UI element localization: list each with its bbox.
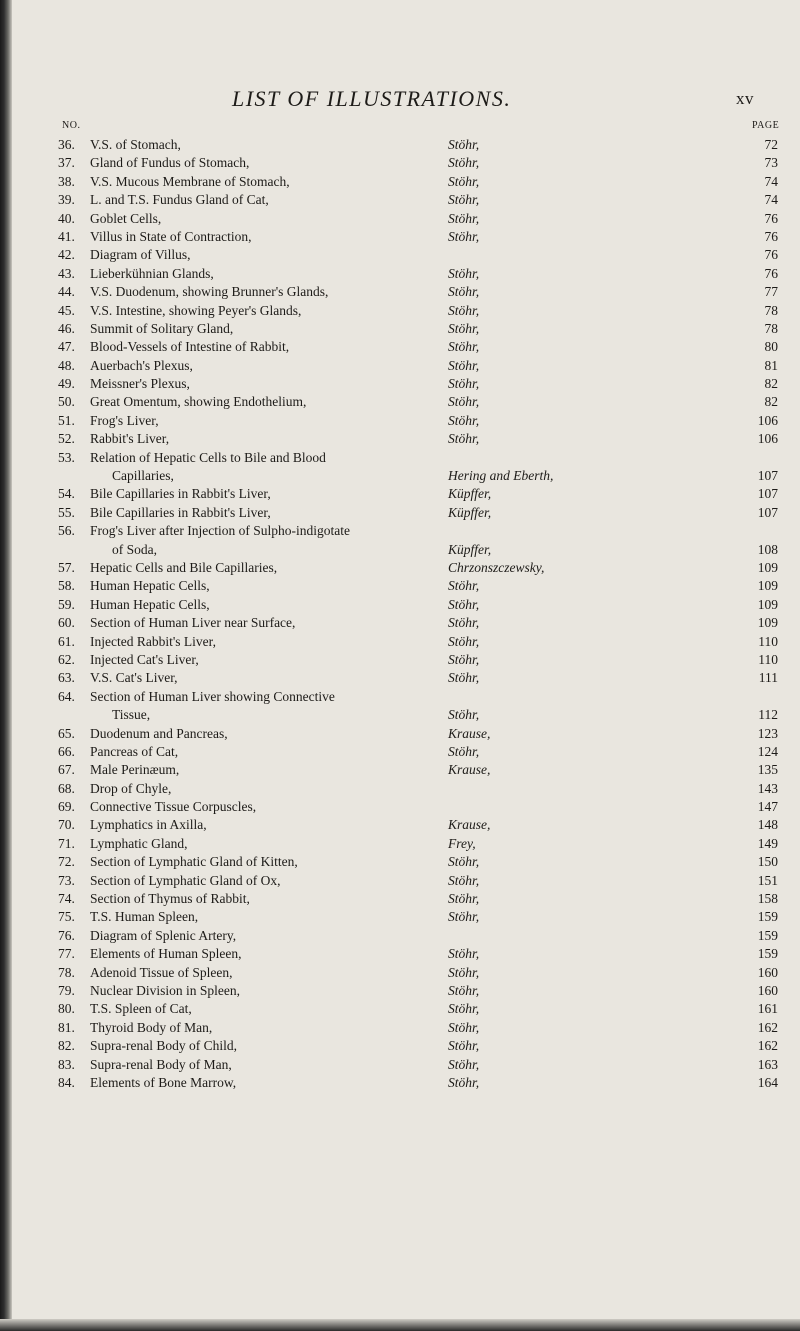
list-item [0, 798, 800, 816]
entry-author: Stöhr, [448, 707, 480, 723]
entry-author: Stöhr, [448, 615, 480, 631]
entry-page: 158 [757, 891, 778, 907]
entry-title: Supra-renal Body of Man, [90, 1056, 232, 1072]
entry-title: Relation of Hepatic Cells to Bile and Blood [90, 449, 326, 465]
entry-title: Rabbit's Liver, [90, 431, 170, 447]
entry-number: 78. [58, 964, 75, 980]
entry-author: Stöhr, [448, 431, 480, 447]
entry-page: 78 [764, 302, 778, 318]
list-item [0, 669, 800, 687]
entry-page: 159 [757, 946, 778, 962]
entry-number: 45. [58, 302, 75, 318]
list-item [0, 596, 800, 614]
entry-title: Elements of Human Spleen, [90, 946, 242, 962]
entry-author: Stöhr, [448, 909, 480, 925]
list-item [0, 1019, 800, 1037]
entry-page: 135 [757, 762, 778, 778]
entry-title: V.S. Duodenum, showing Brunner's Glands, [90, 284, 329, 300]
list-item-continuation [0, 706, 800, 724]
entry-page: 108 [757, 541, 778, 557]
entry-number: 37. [58, 155, 75, 171]
entry-author: Stöhr, [448, 357, 480, 373]
list-item [0, 688, 800, 706]
entry-number: 76. [58, 927, 75, 943]
entry-number: 73. [58, 872, 75, 888]
entry-title: Summit of Solitary Gland, [90, 320, 234, 336]
entry-number: 49. [58, 376, 75, 392]
entry-page: 81 [764, 357, 778, 373]
entry-author: Stöhr, [448, 964, 480, 980]
entry-number: 67. [58, 762, 75, 778]
entry-author: Stöhr, [448, 412, 480, 428]
entry-title: Drop of Chyle, [90, 780, 172, 796]
entry-number: 47. [58, 339, 75, 355]
entry-title: Thyroid Body of Man, [90, 1019, 213, 1035]
list-item [0, 302, 800, 320]
list-item [0, 945, 800, 963]
list-item [0, 982, 800, 1000]
entry-number: 69. [58, 799, 75, 815]
column-headers [0, 120, 800, 136]
entry-page: 76 [764, 247, 778, 263]
entry-page: 163 [757, 1056, 778, 1072]
list-item [0, 725, 800, 743]
list-item [0, 872, 800, 890]
list-item [0, 743, 800, 761]
entry-title: V.S. Intestine, showing Peyer's Glands, [90, 302, 302, 318]
entry-title: Injected Rabbit's Liver, [90, 633, 216, 649]
entry-author: Stöhr, [448, 394, 480, 410]
entry-number: 71. [58, 835, 75, 851]
entry-title: Great Omentum, showing Endothelium, [90, 394, 307, 410]
entry-number: 64. [58, 688, 75, 704]
entry-number: 57. [58, 559, 75, 575]
entry-number: 77. [58, 946, 75, 962]
entry-title-continuation: of Soda, [112, 541, 157, 557]
entry-page: 162 [757, 1038, 778, 1054]
entry-page: 111 [758, 670, 778, 686]
list-item [0, 485, 800, 503]
entry-title: V.S. Cat's Liver, [90, 670, 178, 686]
entry-page: 147 [757, 799, 778, 815]
entry-number: 56. [58, 523, 75, 539]
entry-number: 70. [58, 817, 75, 833]
entry-author: Stöhr, [448, 302, 480, 318]
entry-title: Injected Cat's Liver, [90, 651, 199, 667]
entry-title: V.S. Mucous Membrane of Stomach, [90, 173, 290, 189]
entry-title: Lieberkühnian Glands, [90, 265, 214, 281]
entry-page: 72 [764, 137, 778, 152]
list-item [0, 265, 800, 283]
list-item [0, 633, 800, 651]
entry-title: Bile Capillaries in Rabbit's Liver, [90, 504, 271, 520]
page-number: xv [736, 89, 754, 108]
entry-number: 82. [58, 1038, 75, 1054]
entry-title: Section of Human Liver showing Connective [90, 688, 335, 704]
entry-author: Stöhr, [448, 854, 480, 870]
entry-author: Stöhr, [448, 210, 480, 226]
entry-author: Stöhr, [448, 192, 480, 208]
entry-page: 124 [757, 743, 778, 759]
entry-title: Male Perinæum, [90, 762, 180, 778]
entry-author: Stöhr, [448, 1038, 480, 1054]
entry-number: 74. [58, 891, 75, 907]
entry-page: 161 [757, 1001, 778, 1017]
entry-page: 106 [757, 431, 778, 447]
list-item [0, 964, 800, 982]
entry-page: 74 [764, 192, 778, 208]
entry-number: 80. [58, 1001, 75, 1017]
entry-author: Küpffer, [448, 486, 492, 502]
entry-author: Stöhr, [448, 1019, 480, 1035]
entry-author: Stöhr, [448, 1001, 480, 1017]
entry-title: Connective Tissue Corpuscles, [90, 799, 257, 815]
entry-author: Stöhr, [448, 284, 480, 300]
entry-title: Supra-renal Body of Child, [90, 1038, 237, 1054]
entry-number: 60. [58, 615, 75, 631]
entry-number: 65. [58, 725, 75, 741]
entry-page: 162 [757, 1019, 778, 1035]
entry-number: 81. [58, 1019, 75, 1035]
entry-page: 109 [757, 615, 778, 631]
entry-title: Pancreas of Cat, [90, 743, 179, 759]
entry-number: 36. [58, 137, 75, 152]
entry-author: Chrzonszczewsky, [448, 559, 545, 575]
list-item [0, 1056, 800, 1074]
entry-number: 38. [58, 173, 75, 189]
list-item [0, 228, 800, 246]
entry-title: Villus in State of Contraction, [90, 228, 252, 244]
entry-number: 40. [58, 210, 75, 226]
entry-author: Stöhr, [448, 891, 480, 907]
entry-author: Stöhr, [448, 265, 480, 281]
list-item [0, 1037, 800, 1055]
entry-number: 46. [58, 320, 75, 336]
entry-title: Lymphatic Gland, [90, 835, 188, 851]
entry-number: 44. [58, 284, 75, 300]
list-item [0, 522, 800, 540]
entry-title: Auerbach's Plexus, [90, 357, 193, 373]
entry-title: Diagram of Villus, [90, 247, 191, 263]
entry-page: 82 [764, 376, 778, 392]
list-item [0, 835, 800, 853]
entry-author: Stöhr, [448, 376, 480, 392]
entry-author: Stöhr, [448, 173, 480, 189]
entry-page: 109 [757, 596, 778, 612]
list-item [0, 761, 800, 779]
list-item [0, 357, 800, 375]
entry-title: Section of Human Liver near Surface, [90, 615, 296, 631]
list-item [0, 393, 800, 411]
entry-page: 74 [764, 173, 778, 189]
entry-title-continuation: Capillaries, [112, 468, 174, 484]
list-item [0, 890, 800, 908]
entry-author: Hering and Eberth, [448, 468, 554, 484]
entry-title: Diagram of Splenic Artery, [90, 927, 237, 943]
entry-number: 43. [58, 265, 75, 281]
entry-number: 61. [58, 633, 75, 649]
entry-title: Human Hepatic Cells, [90, 596, 210, 612]
entry-number: 50. [58, 394, 75, 410]
entry-page: 149 [757, 835, 778, 851]
list-item [0, 816, 800, 834]
entry-title: L. and T.S. Fundus Gland of Cat, [90, 192, 269, 208]
entry-number: 58. [58, 578, 75, 594]
entry-author: Stöhr, [448, 339, 480, 355]
entry-author: Frey, [448, 835, 476, 851]
entry-number: 79. [58, 982, 75, 998]
entry-page: 160 [757, 964, 778, 980]
entry-page: 77 [764, 284, 778, 300]
entry-page: 112 [758, 707, 778, 723]
entry-author: Stöhr, [448, 670, 480, 686]
entry-author: Stöhr, [448, 651, 480, 667]
entry-number: 55. [58, 504, 75, 520]
illustration-list [0, 136, 800, 1092]
entry-page: 80 [764, 339, 778, 355]
entry-page: 107 [757, 504, 778, 520]
entry-author: Stöhr, [448, 1056, 480, 1072]
list-item [0, 154, 800, 172]
page-bottom-edge [0, 1319, 800, 1331]
list-item [0, 780, 800, 798]
entry-author: Küpffer, [448, 504, 492, 520]
entry-page: 109 [757, 559, 778, 575]
entry-author: Stöhr, [448, 155, 480, 171]
number-column-header: NO. [62, 120, 81, 131]
entry-number: 59. [58, 596, 75, 612]
entry-number: 68. [58, 780, 75, 796]
entry-title: Human Hepatic Cells, [90, 578, 210, 594]
entry-title: Goblet Cells, [90, 210, 162, 226]
list-item [0, 651, 800, 669]
entry-title: Meissner's Plexus, [90, 376, 190, 392]
entry-page: 148 [757, 817, 778, 833]
entry-number: 72. [58, 854, 75, 870]
entry-author: Stöhr, [448, 946, 480, 962]
entry-title: Gland of Fundus of Stomach, [90, 155, 250, 171]
list-item [0, 449, 800, 467]
list-item [0, 173, 800, 191]
entry-title: Frog's Liver, [90, 412, 159, 428]
entry-author: Stöhr, [448, 633, 480, 649]
entry-author: Stöhr, [448, 578, 480, 594]
entry-page: 110 [758, 651, 778, 667]
entry-title: V.S. of Stomach, [90, 137, 181, 152]
entry-title: Hepatic Cells and Bile Capillaries, [90, 559, 278, 575]
entry-number: 41. [58, 228, 75, 244]
list-item [0, 191, 800, 209]
entry-page: 143 [757, 780, 778, 796]
entry-page: 160 [757, 982, 778, 998]
entry-author: Küpffer, [448, 541, 492, 557]
entry-number: 84. [58, 1074, 75, 1090]
entry-title: Elements of Bone Marrow, [90, 1074, 237, 1090]
entry-author: Stöhr, [448, 228, 480, 244]
page-column-header: PAGE [752, 120, 780, 131]
list-item [0, 283, 800, 301]
entry-page: 159 [757, 927, 778, 943]
entry-number: 48. [58, 357, 75, 373]
entry-page: 107 [757, 468, 778, 484]
entry-number: 52. [58, 431, 75, 447]
entry-number: 39. [58, 192, 75, 208]
entry-author: Krause, [448, 817, 491, 833]
entry-page: 150 [757, 854, 778, 870]
entry-page: 164 [757, 1074, 778, 1090]
entry-page: 106 [757, 412, 778, 428]
list-item [0, 375, 800, 393]
entry-title: Bile Capillaries in Rabbit's Liver, [90, 486, 271, 502]
entry-number: 66. [58, 743, 75, 759]
list-item [0, 412, 800, 430]
entry-title-continuation: Tissue, [112, 707, 151, 723]
entry-title: T.S. Spleen of Cat, [90, 1001, 192, 1017]
page-title: LIST OF ILLUSTRATIONS. [232, 86, 512, 111]
entry-author: Stöhr, [448, 982, 480, 998]
list-item [0, 210, 800, 228]
list-item [0, 614, 800, 632]
entry-title: Section of Lymphatic Gland of Ox, [90, 872, 281, 888]
list-item-continuation [0, 467, 800, 485]
entry-title: Duodenum and Pancreas, [90, 725, 228, 741]
list-item [0, 577, 800, 595]
entry-author: Stöhr, [448, 137, 480, 152]
entry-author: Stöhr, [448, 872, 480, 888]
list-item [0, 320, 800, 338]
running-head [0, 86, 800, 116]
entry-title: Adenoid Tissue of Spleen, [90, 964, 233, 980]
entry-page: 109 [757, 578, 778, 594]
entry-author: Stöhr, [448, 1074, 480, 1090]
list-item [0, 430, 800, 448]
entry-page: 82 [764, 394, 778, 410]
entry-page: 110 [758, 633, 778, 649]
entry-title: Frog's Liver after Injection of Sulpho-indigotate [90, 523, 350, 539]
list-item [0, 927, 800, 945]
entry-author: Stöhr, [448, 596, 480, 612]
entry-number: 75. [58, 909, 75, 925]
entry-page: 73 [764, 155, 778, 171]
entry-title: Blood-Vessels of Intestine of Rabbit, [90, 339, 290, 355]
entry-number: 51. [58, 412, 75, 428]
entry-page: 107 [757, 486, 778, 502]
entry-page: 123 [757, 725, 778, 741]
entry-title: Section of Thymus of Rabbit, [90, 891, 250, 907]
entry-author: Stöhr, [448, 743, 480, 759]
entry-author: Stöhr, [448, 320, 480, 336]
list-item [0, 908, 800, 926]
list-item-continuation [0, 541, 800, 559]
entry-author: Krause, [448, 725, 491, 741]
entry-page: 159 [757, 909, 778, 925]
entry-title: Lymphatics in Axilla, [90, 817, 207, 833]
list-item [0, 136, 800, 154]
list-item [0, 338, 800, 356]
entry-number: 53. [58, 449, 75, 465]
entry-page: 76 [764, 228, 778, 244]
list-item [0, 1074, 800, 1092]
entry-page: 76 [764, 210, 778, 226]
list-item [0, 504, 800, 522]
list-item [0, 559, 800, 577]
entry-number: 63. [58, 670, 75, 686]
list-item [0, 853, 800, 871]
entry-number: 62. [58, 651, 75, 667]
entry-number: 83. [58, 1056, 75, 1072]
entry-title: Nuclear Division in Spleen, [90, 982, 240, 998]
entry-page: 78 [764, 320, 778, 336]
entry-title: T.S. Human Spleen, [90, 909, 199, 925]
list-item [0, 1000, 800, 1018]
list-item [0, 246, 800, 264]
entry-page: 151 [757, 872, 778, 888]
entry-number: 42. [58, 247, 75, 263]
entry-page: 76 [764, 265, 778, 281]
entry-title: Section of Lymphatic Gland of Kitten, [90, 854, 298, 870]
entry-number: 54. [58, 486, 75, 502]
entry-author: Krause, [448, 762, 491, 778]
